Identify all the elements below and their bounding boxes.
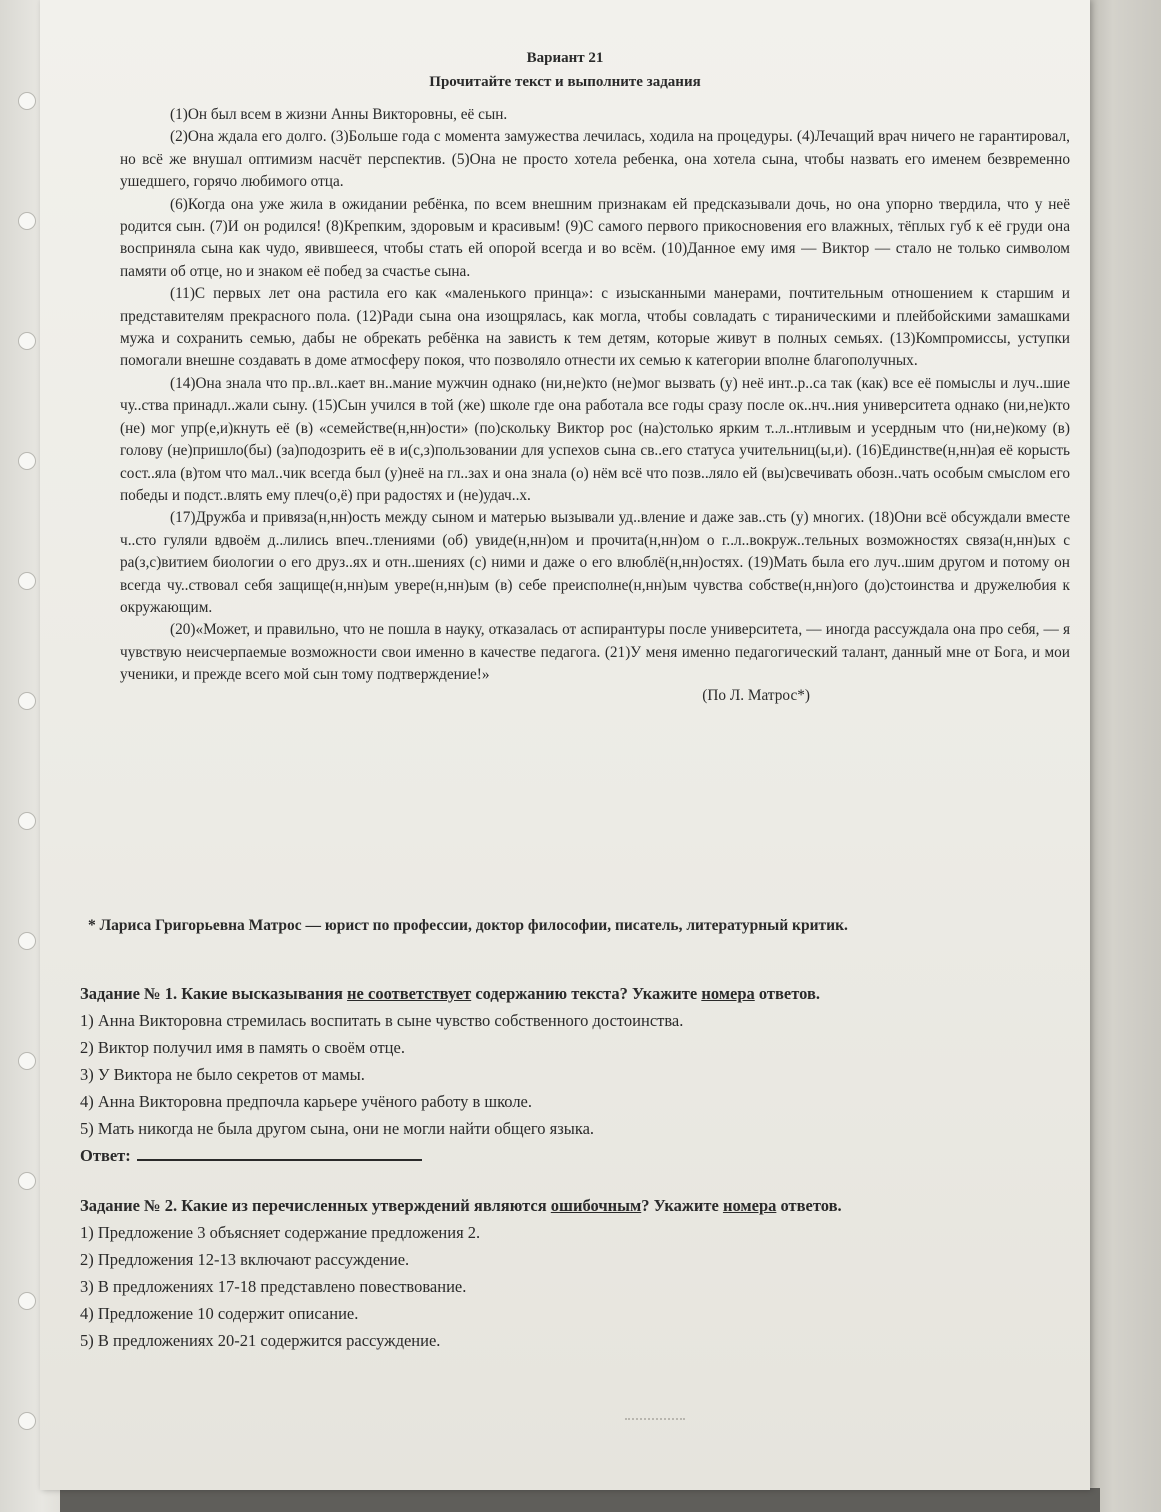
task-2-option: 2) Предложения 12-13 включают рассуждение. [80, 1250, 410, 1269]
task-2-heading [80, 1192, 1080, 1219]
task-1-heading-emphasis: номера [701, 984, 755, 1003]
answer-row [80, 1142, 1080, 1169]
binder-hole [18, 212, 36, 230]
binder-hole [18, 932, 36, 950]
pencil-smudge [625, 1412, 685, 1420]
binder-hole [18, 1292, 36, 1310]
task-2-heading-text: ответов. [776, 1196, 842, 1215]
text-paragraph: (20)«Может, и правильно, что не пошла в науку, отказалась от аспирантуры после университета, — иногда рассуждала она про себя, — я чувствую неисчерпаемые возможности свои именно в качестве педагога. (21)У меня именно педагогический талант, данный мне от Бога, и мои ученики, и прежде всего мой сын тому подтверждение!» [120, 621, 1070, 684]
worksheet-page [40, 0, 1090, 1490]
desk-surface [1080, 0, 1161, 1512]
text-source: (По Л. Матрос*) [702, 686, 810, 704]
binder-hole [18, 1052, 36, 1070]
reading-text [120, 104, 1070, 707]
binder-hole [18, 692, 36, 710]
task-1-option: 5) Мать никогда не была другом сына, они не могли найти общего языка. [80, 1119, 595, 1138]
text-paragraph: (2)Она ждала его долго. (3)Больше года с момента замужества лечилась, ходила на процедуры. (4)Лечащий врач ничего не гарантировал, но всё же внушал оптимизм насчёт перспектив. (5)Она не просто хотела ребенка, она хотела сына, чтобы назвать его именем безвременно ушедшего, горячо любимого отца. [120, 128, 1070, 191]
task-1-heading-text: Задание № 1. Какие высказывания [80, 984, 348, 1003]
text-paragraph: (14)Она знала что пр..вл..кает вн..мание мужчин однако (ни,не)кто (не)мог вызвать (у) неё инт..р..са так (как) все её помыслы и луч..шие чу..ства принадл..жали сыну. (15)Сын учился в той (же) школе где она работала все годы сразу после ок..нч..ния университета однако (ни,не)кто (не) мог упр(е,и)кнуть её (в) «семействе(н,нн)ости» (по)скольку Виктор рос (на)столько ярким т..л..нтливым и усердным что (ни,не)кому (в) голову (не)пришло(бы) (за)подозрить её в и(с,з)пользовании для успехов сына св..его статуса учительниц(ы,и). (16)Единстве(н,нн)ая её корысть сост..яла (в)том что мал..чик всегда был (у)неё на гл..зах и она знала (о) нём всё что позв..ляло ей (вы)свечивать обозн..чать особым смыслом его победы и подст..влять ему плеч(о,ё) при радостях и (не)удач..х. [120, 374, 1070, 504]
task-2-option: 4) Предложение 10 содержит описание. [80, 1304, 359, 1323]
binder-hole [18, 92, 36, 110]
binder-hole [18, 1172, 36, 1190]
binder-hole [18, 812, 36, 830]
task-2-heading-text: ? Укажите [641, 1196, 723, 1215]
author-footnote: * Лариса Григорьевна Матрос — юрист по профессии, доктор философии, писатель, литературный критик. [88, 917, 848, 934]
task-1-option: 4) Анна Викторовна предпочла карьере учёного работу в школе. [80, 1092, 533, 1111]
task-2-heading-text: Задание № 2. Какие из перечисленных утверждений являются [80, 1196, 551, 1215]
answer-blank[interactable] [137, 1143, 422, 1161]
task-1-heading-text: ответов. [754, 984, 821, 1003]
task-1-option: 3) У Виктора не было секретов от мамы. [80, 1065, 365, 1084]
task-2-option: 3) В предложениях 17-18 представлено повествование. [80, 1277, 467, 1296]
text-paragraph: (17)Дружба и привяза(н,нн)ость между сыном и матерью вызывали уд..вление и даже зав..сть (у) многих. (18)Они всё обсуждали вместе ч..сто гуляли вдвоём д..лились впеч..тлениями (об) увиде(н,нн)ом и прочита(н,нн)ом о г..л..вокруж..тельных возможностях связа(н,нн)ых с ра(з,с)витием биологии о его друз..ях и отн..шениях (с) ними и даже о его влюблё(н,нн)остях. (19)Мать была его луч..шим другом и потому он всегда чу..ствовал себя защище(н,нн)ым увере(н,нн)ым (в) себе преисполне(н,нн)ым чувства собстве(н,нн)ого (до)стоинства и дружелюбия к окружающим. [120, 509, 1070, 616]
text-paragraph: (11)С первых лет она растила его как «маленького принца»: с изысканными манерами, почтительным отношением к старшим и представителям прекрасного пола. (12)Ради сына она изощрялась, как могла, чтобы совладать с тираническими и плейбойскими замашками мужа и сохранить семью, дабы не обрекать ребёнка на зависть к тем детям, которые живут в полных семьях. (13)Компромиссы, уступки помогали внешне создавать в доме атмосферу покоя, что позволяло отнести их семью к категории вполне благополучных. [120, 285, 1070, 370]
task-2-option: 5) В предложениях 20-21 содержится рассуждение. [80, 1331, 441, 1350]
task-1-heading-text: содержанию текста? Укажите [471, 984, 702, 1003]
task-2-heading-emphasis: номера [722, 1196, 777, 1215]
task-1-option: 2) Виктор получил имя в память о своём отце. [80, 1038, 405, 1057]
variant-title: Вариант 21 [526, 50, 604, 66]
text-paragraph: (1)Он был всем в жизни Анны Викторовны, её сын. [170, 106, 508, 123]
task-2-heading-emphasis: ошибочным [550, 1196, 642, 1215]
binder-hole [18, 572, 36, 590]
binder-hole [18, 1412, 36, 1430]
binder-cover [60, 1488, 1100, 1512]
answer-label: Ответ: [80, 1146, 131, 1165]
task-2-option: 1) Предложение 3 объясняет содержание предложения 2. [80, 1223, 481, 1242]
task-1 [80, 980, 1080, 1169]
task-1-heading-emphasis: не соответствует [347, 984, 472, 1003]
text-paragraph: (6)Когда она уже жила в ожидании ребёнка, по всем внешним признакам ей предсказывали дочь, но она упорно твердила, что у неё родится сын. (7)И он родился! (8)Крепким, здоровым и красивым! (9)С самого первого прикосновения его влажных, тёплых губ к её груди она восприняла сына как чудо, явившееся, чтобы стать ей опорой всегда и во всём. (10)Данное ему имя — Виктор — стало не только символом памяти об отце, но и знаком её побед за счастье сына. [120, 195, 1070, 280]
binder-hole [18, 452, 36, 470]
task-1-option: 1) Анна Викторовна стремилась воспитать в сыне чувство собственного достоинства. [80, 1011, 684, 1030]
binder-hole [18, 332, 36, 350]
instruction-title: Прочитайте текст и выполните задания [429, 74, 701, 90]
task-1-heading [80, 980, 1080, 1007]
task-2 [80, 1192, 1080, 1354]
